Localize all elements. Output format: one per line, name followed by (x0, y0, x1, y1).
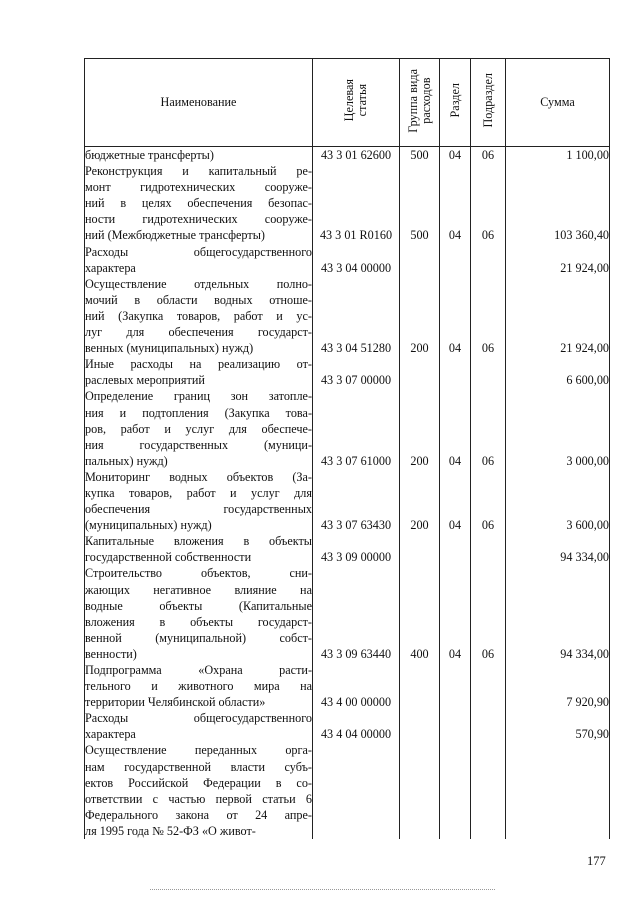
table-row (85, 356, 610, 388)
row-sum: 6 600,00 (506, 356, 610, 388)
row-target-code: 43 3 09 63440 (313, 565, 400, 662)
row-sum: 94 334,00 (506, 565, 610, 662)
row-name-line: нам государственной власти субъ- (85, 759, 312, 774)
row-name-line: монт гидротехнических сооруже- (85, 180, 312, 195)
row-name (85, 163, 313, 243)
header-subsection (471, 59, 506, 147)
row-name-line: государственной собственности (85, 550, 252, 565)
row-sum: 21 924,00 (506, 244, 610, 276)
row-name-line: вложения в объекты государст- (85, 614, 312, 629)
row-group: 500 (400, 163, 440, 243)
header-group (400, 59, 440, 147)
row-name (85, 276, 313, 356)
row-section: 04 (440, 388, 471, 468)
row-name-line: характера (85, 260, 136, 275)
header-group-label: Группа вида расходов (405, 68, 433, 133)
header-sum (506, 59, 610, 147)
row-name-line: пальных) нужд) (85, 453, 168, 468)
row-section: 04 (440, 163, 471, 243)
row-sum: 94 334,00 (506, 533, 610, 565)
row-section (440, 742, 471, 839)
row-name-line: ния и подтопления (Закупка това- (85, 405, 312, 420)
header-section (440, 59, 471, 147)
row-section: 04 (440, 469, 471, 533)
header-name (85, 59, 313, 147)
row-section: 04 (440, 565, 471, 662)
page-number: 177 (587, 854, 606, 868)
row-name-line: Подпрограмма «Охрана расти- (85, 663, 312, 677)
row-subsection: 06 (471, 163, 506, 243)
row-name-line: купка товаров, работ и услуг для (85, 485, 312, 500)
row-target-code: 43 3 04 00000 (313, 244, 400, 276)
row-sum: 7 920,90 (506, 662, 610, 710)
row-name-line: ектов Российской Федерации в со- (85, 775, 312, 790)
row-section: 04 (440, 147, 471, 164)
row-subsection: 06 (471, 147, 506, 164)
row-subsection (471, 356, 506, 388)
row-sum: 3 000,00 (506, 388, 610, 468)
row-group (400, 533, 440, 565)
row-subsection (471, 244, 506, 276)
row-name (85, 565, 313, 662)
row-name-line: ности гидротехнических сооруже- (85, 212, 312, 227)
header-target-label: Целевая статья (342, 79, 369, 122)
row-section (440, 662, 471, 710)
row-name-line: ответствии с частью первой статьи 6 (85, 791, 312, 806)
row-name-line: ния государственных (муници- (85, 437, 312, 452)
row-name-line: Иные расходы на реализацию от- (85, 357, 312, 372)
table-row (85, 533, 610, 565)
row-name (85, 533, 313, 565)
budget-table (84, 58, 610, 839)
row-name-line: ний в целях обеспечения безопас- (85, 196, 312, 211)
table-row (85, 742, 610, 839)
row-name (85, 469, 313, 533)
table-row (85, 244, 610, 276)
row-sum (506, 742, 610, 839)
row-target-code: 43 3 09 00000 (313, 533, 400, 565)
row-name-line: венной (муниципальной) собст- (85, 630, 312, 645)
row-name-line: обеспечения государственных (85, 502, 312, 517)
row-group: 500 (400, 147, 440, 164)
table-row (85, 662, 610, 710)
row-group: 200 (400, 388, 440, 468)
table-row (85, 469, 610, 533)
header-section-label: Раздел (447, 83, 462, 118)
row-name-line: венных (муниципальных) нужд) (85, 341, 254, 356)
row-target-code: 43 4 00 00000 (313, 662, 400, 710)
row-group: 200 (400, 276, 440, 356)
row-group (400, 244, 440, 276)
row-sum: 570,90 (506, 710, 610, 742)
row-name (85, 742, 313, 839)
row-name-line: (муниципальных) нужд) (85, 518, 212, 533)
header-target (313, 59, 400, 147)
row-name-line: Расходы общегосударственного (85, 244, 312, 259)
row-target-code: 43 3 07 63430 (313, 469, 400, 533)
table-row (85, 276, 610, 356)
row-target-code: 43 4 04 00000 (313, 710, 400, 742)
row-name (85, 147, 313, 164)
row-name-line: Реконструкция и капитальный ре- (85, 164, 312, 179)
row-name-line: мочий в области водных отноше- (85, 292, 312, 307)
row-name-line: Федерального закона от 24 апре- (85, 807, 312, 822)
row-name-line: Расходы общегосударственного (85, 711, 312, 726)
row-subsection (471, 662, 506, 710)
row-name-line: жающих негативное влияние на (85, 582, 312, 597)
table-row (85, 565, 610, 662)
row-name-line: территории Челябинской области» (85, 695, 266, 710)
row-name-line: Мониторинг водных объектов (За- (85, 469, 312, 484)
row-subsection (471, 533, 506, 565)
row-name-line: Осуществление отдельных полно- (85, 276, 312, 291)
header-sum-label: Сумма (540, 95, 575, 109)
row-section (440, 533, 471, 565)
row-group (400, 710, 440, 742)
row-subsection: 06 (471, 388, 506, 468)
row-name-line: характера (85, 727, 136, 742)
row-subsection: 06 (471, 565, 506, 662)
table-row (85, 163, 610, 243)
row-name-line: Определение границ зон затопле- (85, 389, 312, 404)
row-section (440, 244, 471, 276)
row-section (440, 356, 471, 388)
row-sum: 21 924,00 (506, 276, 610, 356)
row-name-line: ний (Межбюджетные трансферты) (85, 228, 265, 243)
row-name-line: раслевых мероприятий (85, 373, 205, 388)
header-subsection-label: Подраздел (480, 73, 495, 128)
row-name-line: Строительство объектов, сни- (85, 566, 312, 581)
row-section (440, 710, 471, 742)
row-target-code: 43 3 01 62600 (313, 147, 400, 164)
row-target-code (313, 742, 400, 839)
table-row (85, 147, 610, 164)
row-section: 04 (440, 276, 471, 356)
row-name-line: Осуществление переданных орга- (85, 743, 312, 758)
row-name-line: тельного и животного мира на (85, 679, 312, 694)
row-group (400, 662, 440, 710)
row-name-line: Капитальные вложения в объекты (85, 534, 312, 549)
row-name (85, 662, 313, 710)
row-sum: 103 360,40 (506, 163, 610, 243)
table-body (85, 147, 610, 840)
row-name (85, 388, 313, 468)
row-name-line: бюджетные трансферты) (85, 148, 214, 162)
row-sum: 1 100,00 (506, 147, 610, 164)
row-subsection: 06 (471, 276, 506, 356)
row-target-code: 43 3 04 51280 (313, 276, 400, 356)
table-row (85, 388, 610, 468)
row-target-code: 43 3 07 00000 (313, 356, 400, 388)
row-name-line: ний (Закупка товаров, работ и ус- (85, 308, 312, 323)
row-name-line: венности) (85, 646, 137, 661)
row-name-line: ля 1995 года № 52-ФЗ «О живот- (85, 823, 256, 838)
row-name-line: водные объекты (Капитальные (85, 598, 312, 613)
row-subsection (471, 710, 506, 742)
row-group (400, 742, 440, 839)
table-header-row (85, 59, 610, 147)
row-name (85, 244, 313, 276)
row-subsection: 06 (471, 469, 506, 533)
row-group: 200 (400, 469, 440, 533)
row-target-code: 43 3 01 R0160 (313, 163, 400, 243)
header-name-label: Наименование (160, 95, 237, 109)
row-group: 400 (400, 565, 440, 662)
row-group (400, 356, 440, 388)
row-subsection (471, 742, 506, 839)
table-row (85, 710, 610, 742)
row-name-line: ров, работ и услуг для обеспече- (85, 421, 312, 436)
row-name-line: луг для обеспечения государст- (85, 325, 312, 340)
row-target-code: 43 3 07 61000 (313, 388, 400, 468)
row-sum: 3 600,00 (506, 469, 610, 533)
row-name (85, 710, 313, 742)
row-name (85, 356, 313, 388)
bottom-divider (150, 889, 495, 890)
